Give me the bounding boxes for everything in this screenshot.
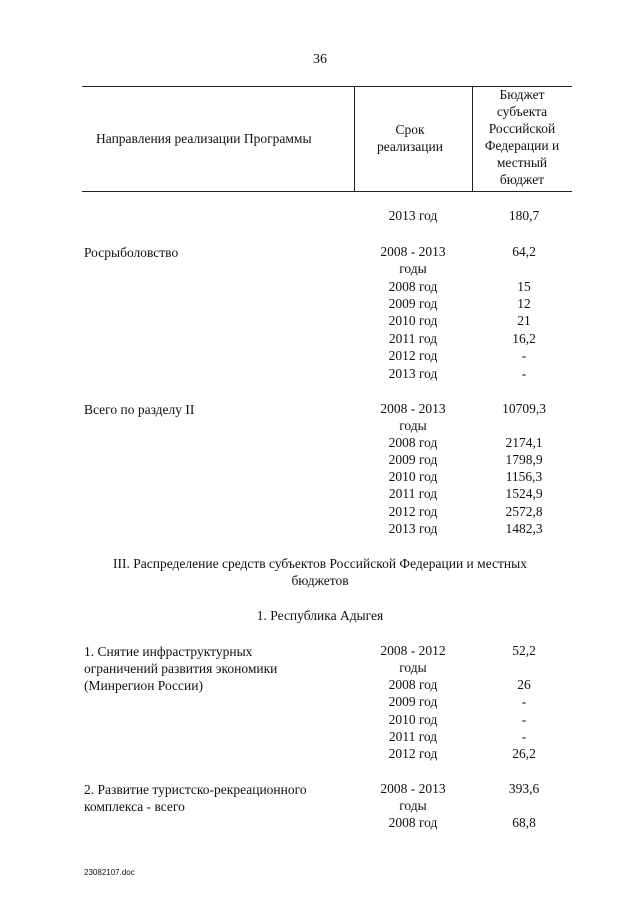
row-label-total-section-2: Всего по разделу II: [84, 402, 195, 417]
row-value: 21: [517, 313, 531, 328]
row-term: 2013 год: [388, 208, 438, 223]
row-value: 10709,3: [502, 401, 546, 416]
document-reference: 23082107.doc: [84, 868, 135, 877]
row-value: -: [521, 729, 527, 744]
section-title: III. Распределение средств субъектов Российской Федерации и местных бюджетов: [113, 556, 527, 588]
row-value: 26: [517, 677, 531, 692]
row-value: 12: [517, 296, 531, 311]
row-term: 2008 - 2012: [380, 643, 446, 658]
subsection-title: 1. Республика Адыгея: [256, 608, 384, 623]
row-value: -: [521, 694, 527, 709]
row-term: 2009 год: [388, 452, 438, 467]
row-value: 1524,9: [505, 486, 543, 501]
page-number: 36: [313, 52, 327, 67]
row-value: 26,2: [512, 746, 536, 761]
row-term: 2009 год: [388, 694, 438, 709]
row-term: 2008 - 2013: [380, 244, 446, 259]
row-term: 2009 год: [388, 296, 438, 311]
row-term: 2010 год: [388, 712, 438, 727]
row-value: 2174,1: [505, 435, 543, 450]
row-term: годы: [399, 418, 427, 433]
table-header-bottom-rule: [82, 191, 572, 192]
row-term: 2010 год: [388, 313, 438, 328]
row-term: 2011 год: [388, 331, 438, 346]
row-term: годы: [399, 261, 427, 276]
row-term: годы: [399, 660, 427, 675]
row-term: 2013 год: [388, 366, 438, 381]
row-term: 2010 год: [388, 469, 438, 484]
row-value: 68,8: [512, 815, 536, 830]
row-term: годы: [399, 798, 427, 813]
row-label-rosrybolovstvo: Росрыболовство: [84, 245, 179, 260]
row-term: 2012 год: [388, 504, 438, 519]
column-header-budget: Бюджет субъекта Российской Федерации и местный бюджет: [484, 87, 560, 187]
row-term: 2012 год: [388, 348, 438, 363]
column-header-direction: Направления реализации Программы: [96, 131, 312, 146]
row-value: 180,7: [508, 208, 540, 223]
row-term: 2008 год: [388, 279, 438, 294]
row-term: 2012 год: [388, 746, 438, 761]
row-label-tourism: 2. Развитие туристско-рекреационного комплекса - всего: [84, 782, 307, 814]
row-value: 52,2: [512, 643, 536, 658]
row-value: 16,2: [512, 331, 536, 346]
row-value: 15: [517, 279, 531, 294]
row-value: -: [521, 366, 527, 381]
row-label-infrastructure: 1. Снятие инфраструктурных ограничений развития экономики (Минрегион России): [84, 644, 278, 693]
row-term: 2011 год: [388, 729, 438, 744]
row-term: 2008 - 2013: [380, 401, 446, 416]
row-term: 2008 год: [388, 815, 438, 830]
row-term: 2008 год: [388, 677, 438, 692]
row-term: 2013 год: [388, 521, 438, 536]
row-value: -: [521, 348, 527, 363]
row-value: 1156,3: [505, 469, 543, 484]
row-value: -: [521, 712, 527, 727]
row-term: 2008 - 2013: [380, 781, 446, 796]
row-value: 2572,8: [505, 504, 543, 519]
row-term: 2008 год: [388, 435, 438, 450]
row-value: 64,2: [512, 244, 536, 259]
row-value: 393,6: [508, 781, 540, 796]
row-term: 2011 год: [388, 486, 438, 501]
row-value: 1482,3: [505, 521, 543, 536]
column-header-term: Срок реализации: [377, 122, 443, 154]
row-value: 1798,9: [505, 452, 543, 467]
